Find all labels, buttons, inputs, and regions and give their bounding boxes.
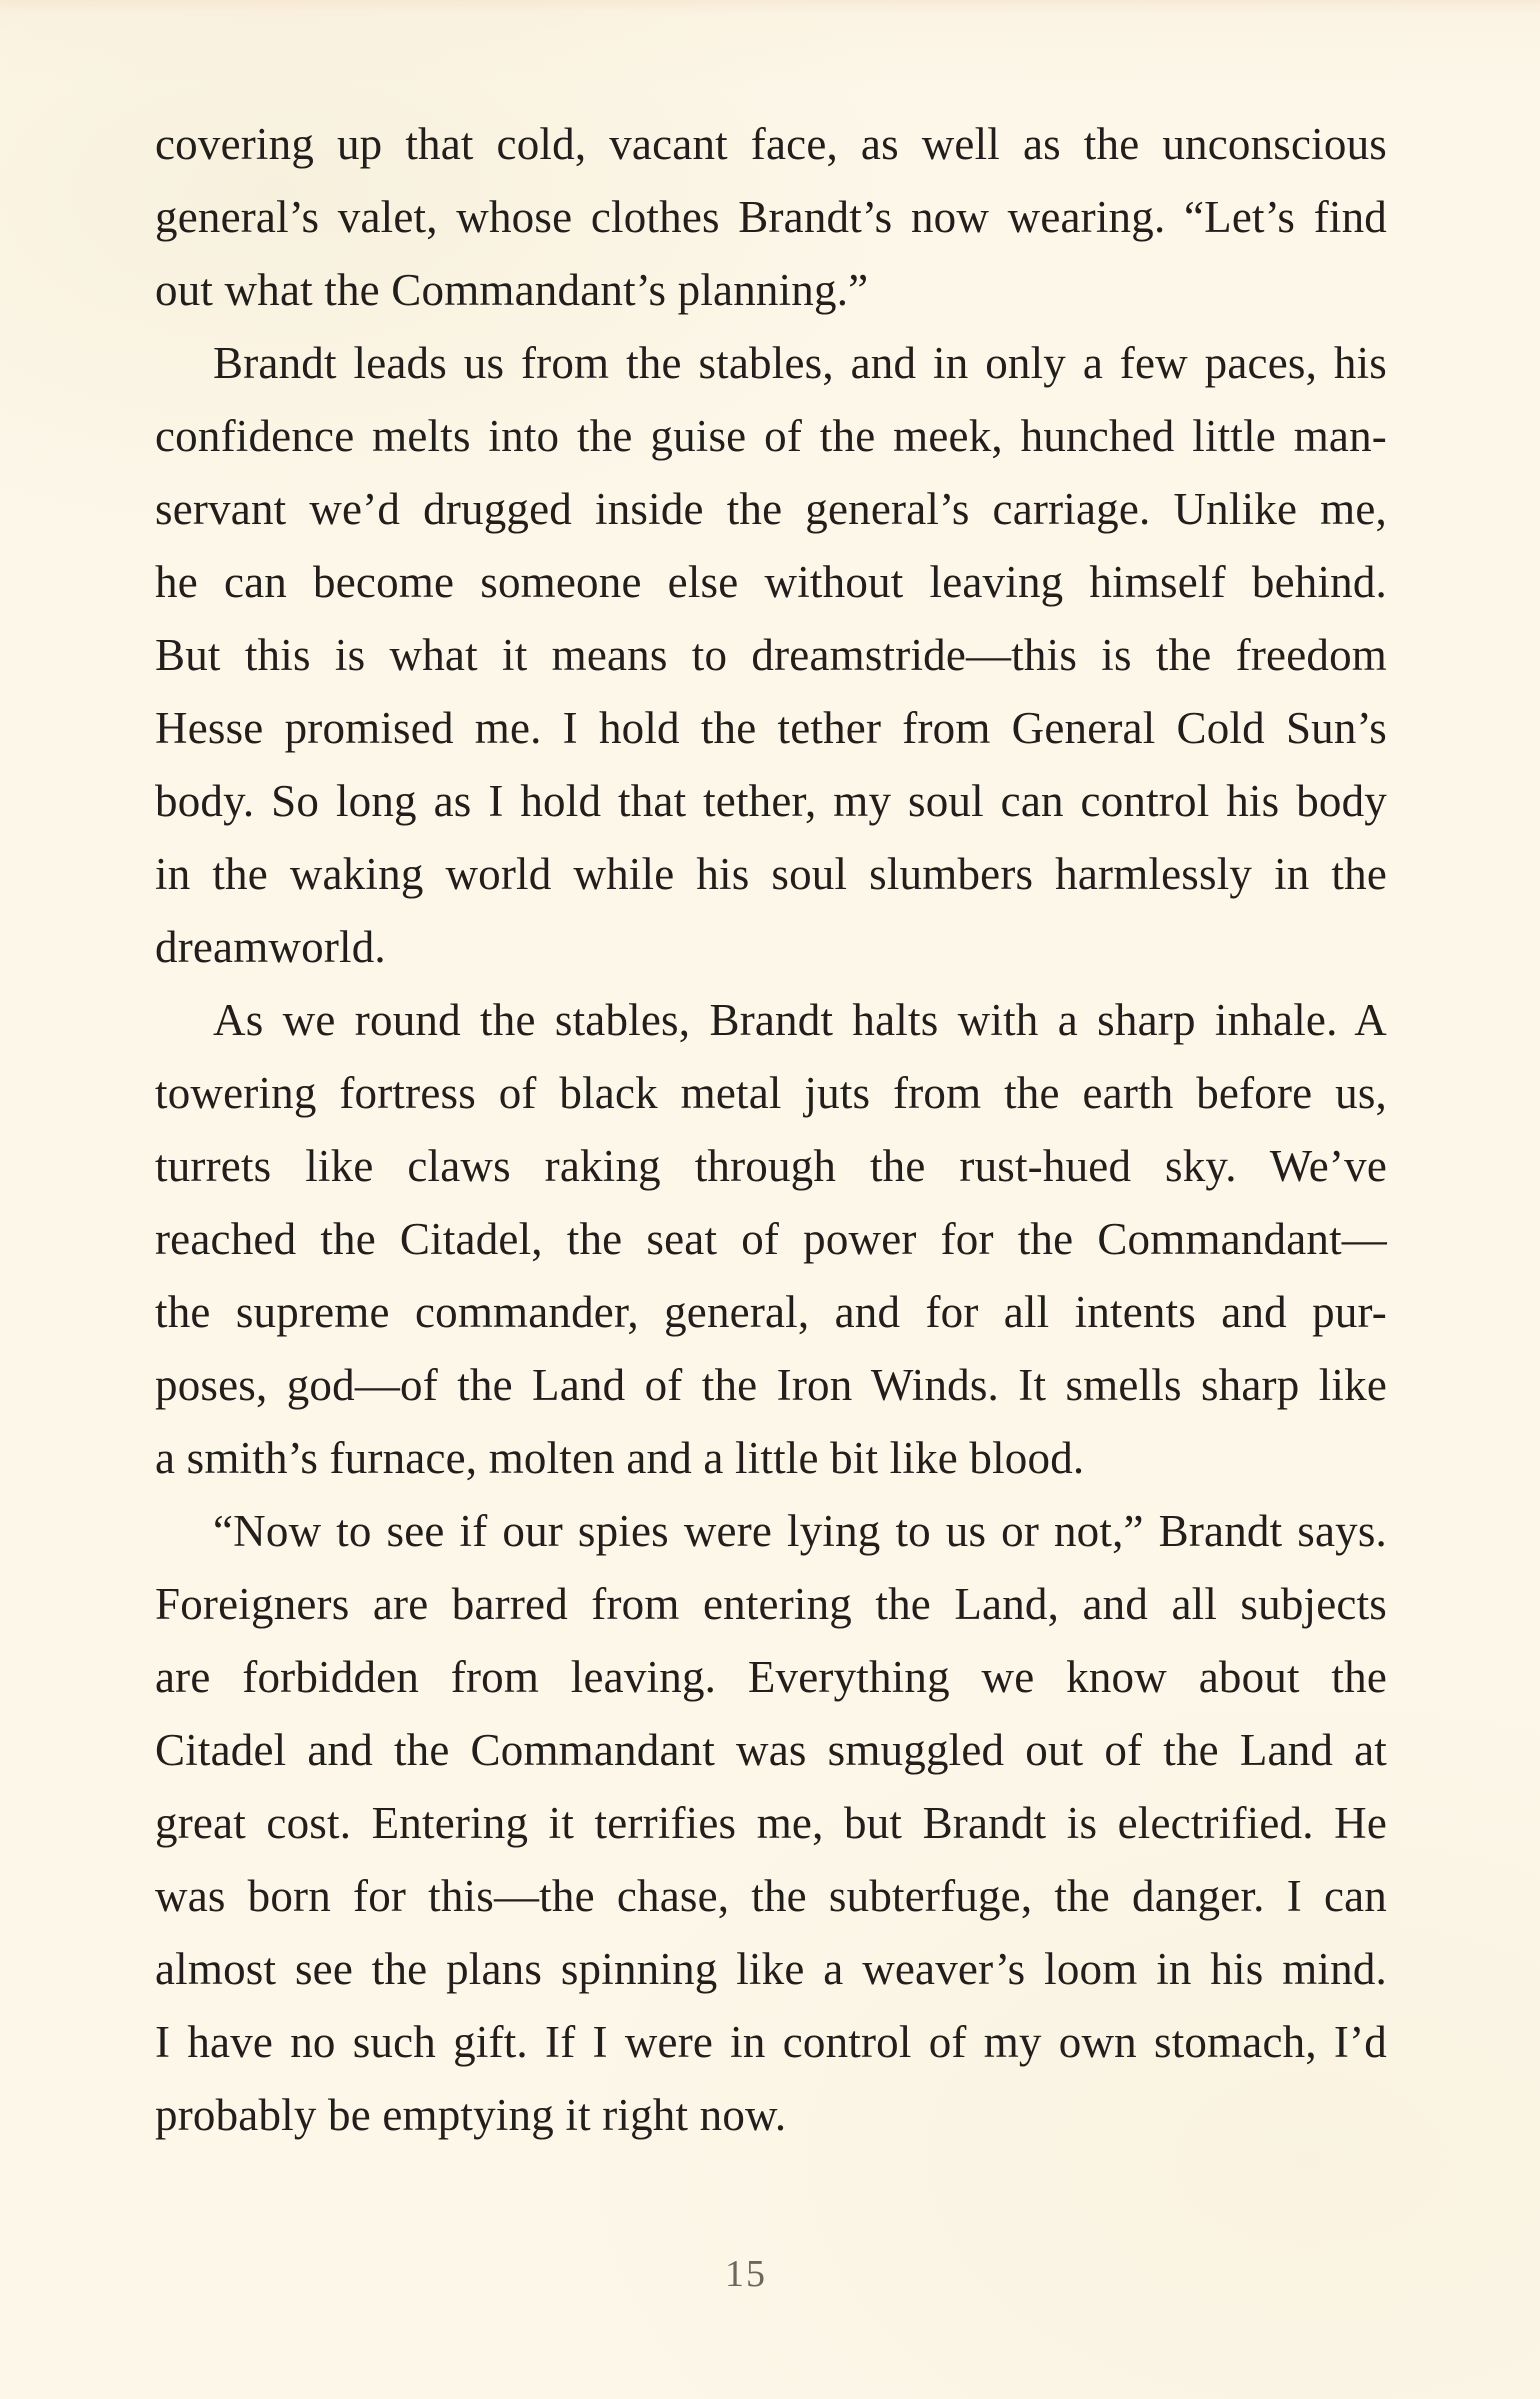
text-line: dreamworld. (155, 922, 386, 972)
text-line: covering up that cold, vacant face, as well as the unconscious (155, 119, 1387, 169)
text-line: was born for this—the chase, the subterfuge, the danger. I can (155, 1871, 1387, 1921)
text-line: I have no such gift. If I were in control of my own stomach, I’d (155, 2017, 1387, 2067)
text-line: great cost. Entering it terrifies me, but Brandt is electrified. He (155, 1798, 1387, 1848)
text-line: towering fortress of black metal juts from the earth before us, (155, 1068, 1387, 1118)
text-line: reached the Citadel, the seat of power for the Commandant— (155, 1214, 1387, 1264)
text-line: poses, god—of the Land of the Iron Winds. It smells sharp like (155, 1360, 1387, 1410)
text-line: But this is what it means to dreamstride—this is the freedom (155, 630, 1387, 680)
text-line: almost see the plans spinning like a weaver’s loom in his mind. (155, 1944, 1387, 1994)
text-line: probably be emptying it right now. (155, 2090, 787, 2140)
page-number: 15 (725, 2253, 767, 2295)
text-line: confidence melts into the guise of the meek, hunched little man- (155, 411, 1387, 461)
text-line: Foreigners are barred from entering the Land, and all subjects (155, 1579, 1387, 1629)
text-line: the supreme commander, general, and for all intents and pur- (155, 1287, 1387, 1337)
paragraph (155, 1495, 1387, 2152)
paragraph (155, 327, 1387, 984)
paragraph (155, 108, 1387, 327)
text-line: Hesse promised me. I hold the tether from General Cold Sun’s (155, 703, 1387, 753)
scan-edge-tint (0, 0, 1540, 14)
text-line: are forbidden from leaving. Everything we know about the (155, 1652, 1387, 1702)
text-line: body. So long as I hold that tether, my soul can control his body (155, 776, 1387, 826)
text-line: he can become someone else without leaving himself behind. (155, 557, 1387, 607)
text-line: As we round the stables, Brandt halts with a sharp inhale. A (213, 995, 1387, 1045)
text-line: turrets like claws raking through the rust-hued sky. We’ve (155, 1141, 1387, 1191)
text-line: “Now to see if our spies were lying to us or not,” Brandt says. (213, 1506, 1387, 1556)
text-line: out what the Commandant’s planning.” (155, 265, 869, 315)
text-line: a smith’s furnace, molten and a little bit like blood. (155, 1433, 1085, 1483)
text-line: Brandt leads us from the stables, and in only a few paces, his (213, 338, 1387, 388)
text-line: general’s valet, whose clothes Brandt’s now wearing. “Let’s find (155, 192, 1387, 242)
text-line: in the waking world while his soul slumbers harmlessly in the (155, 849, 1387, 899)
text-line: servant we’d drugged inside the general’s carriage. Unlike me, (155, 484, 1387, 534)
text-line: Citadel and the Commandant was smuggled out of the Land at (155, 1725, 1387, 1775)
paragraph (155, 984, 1387, 1495)
body-text-block (155, 108, 1387, 2152)
